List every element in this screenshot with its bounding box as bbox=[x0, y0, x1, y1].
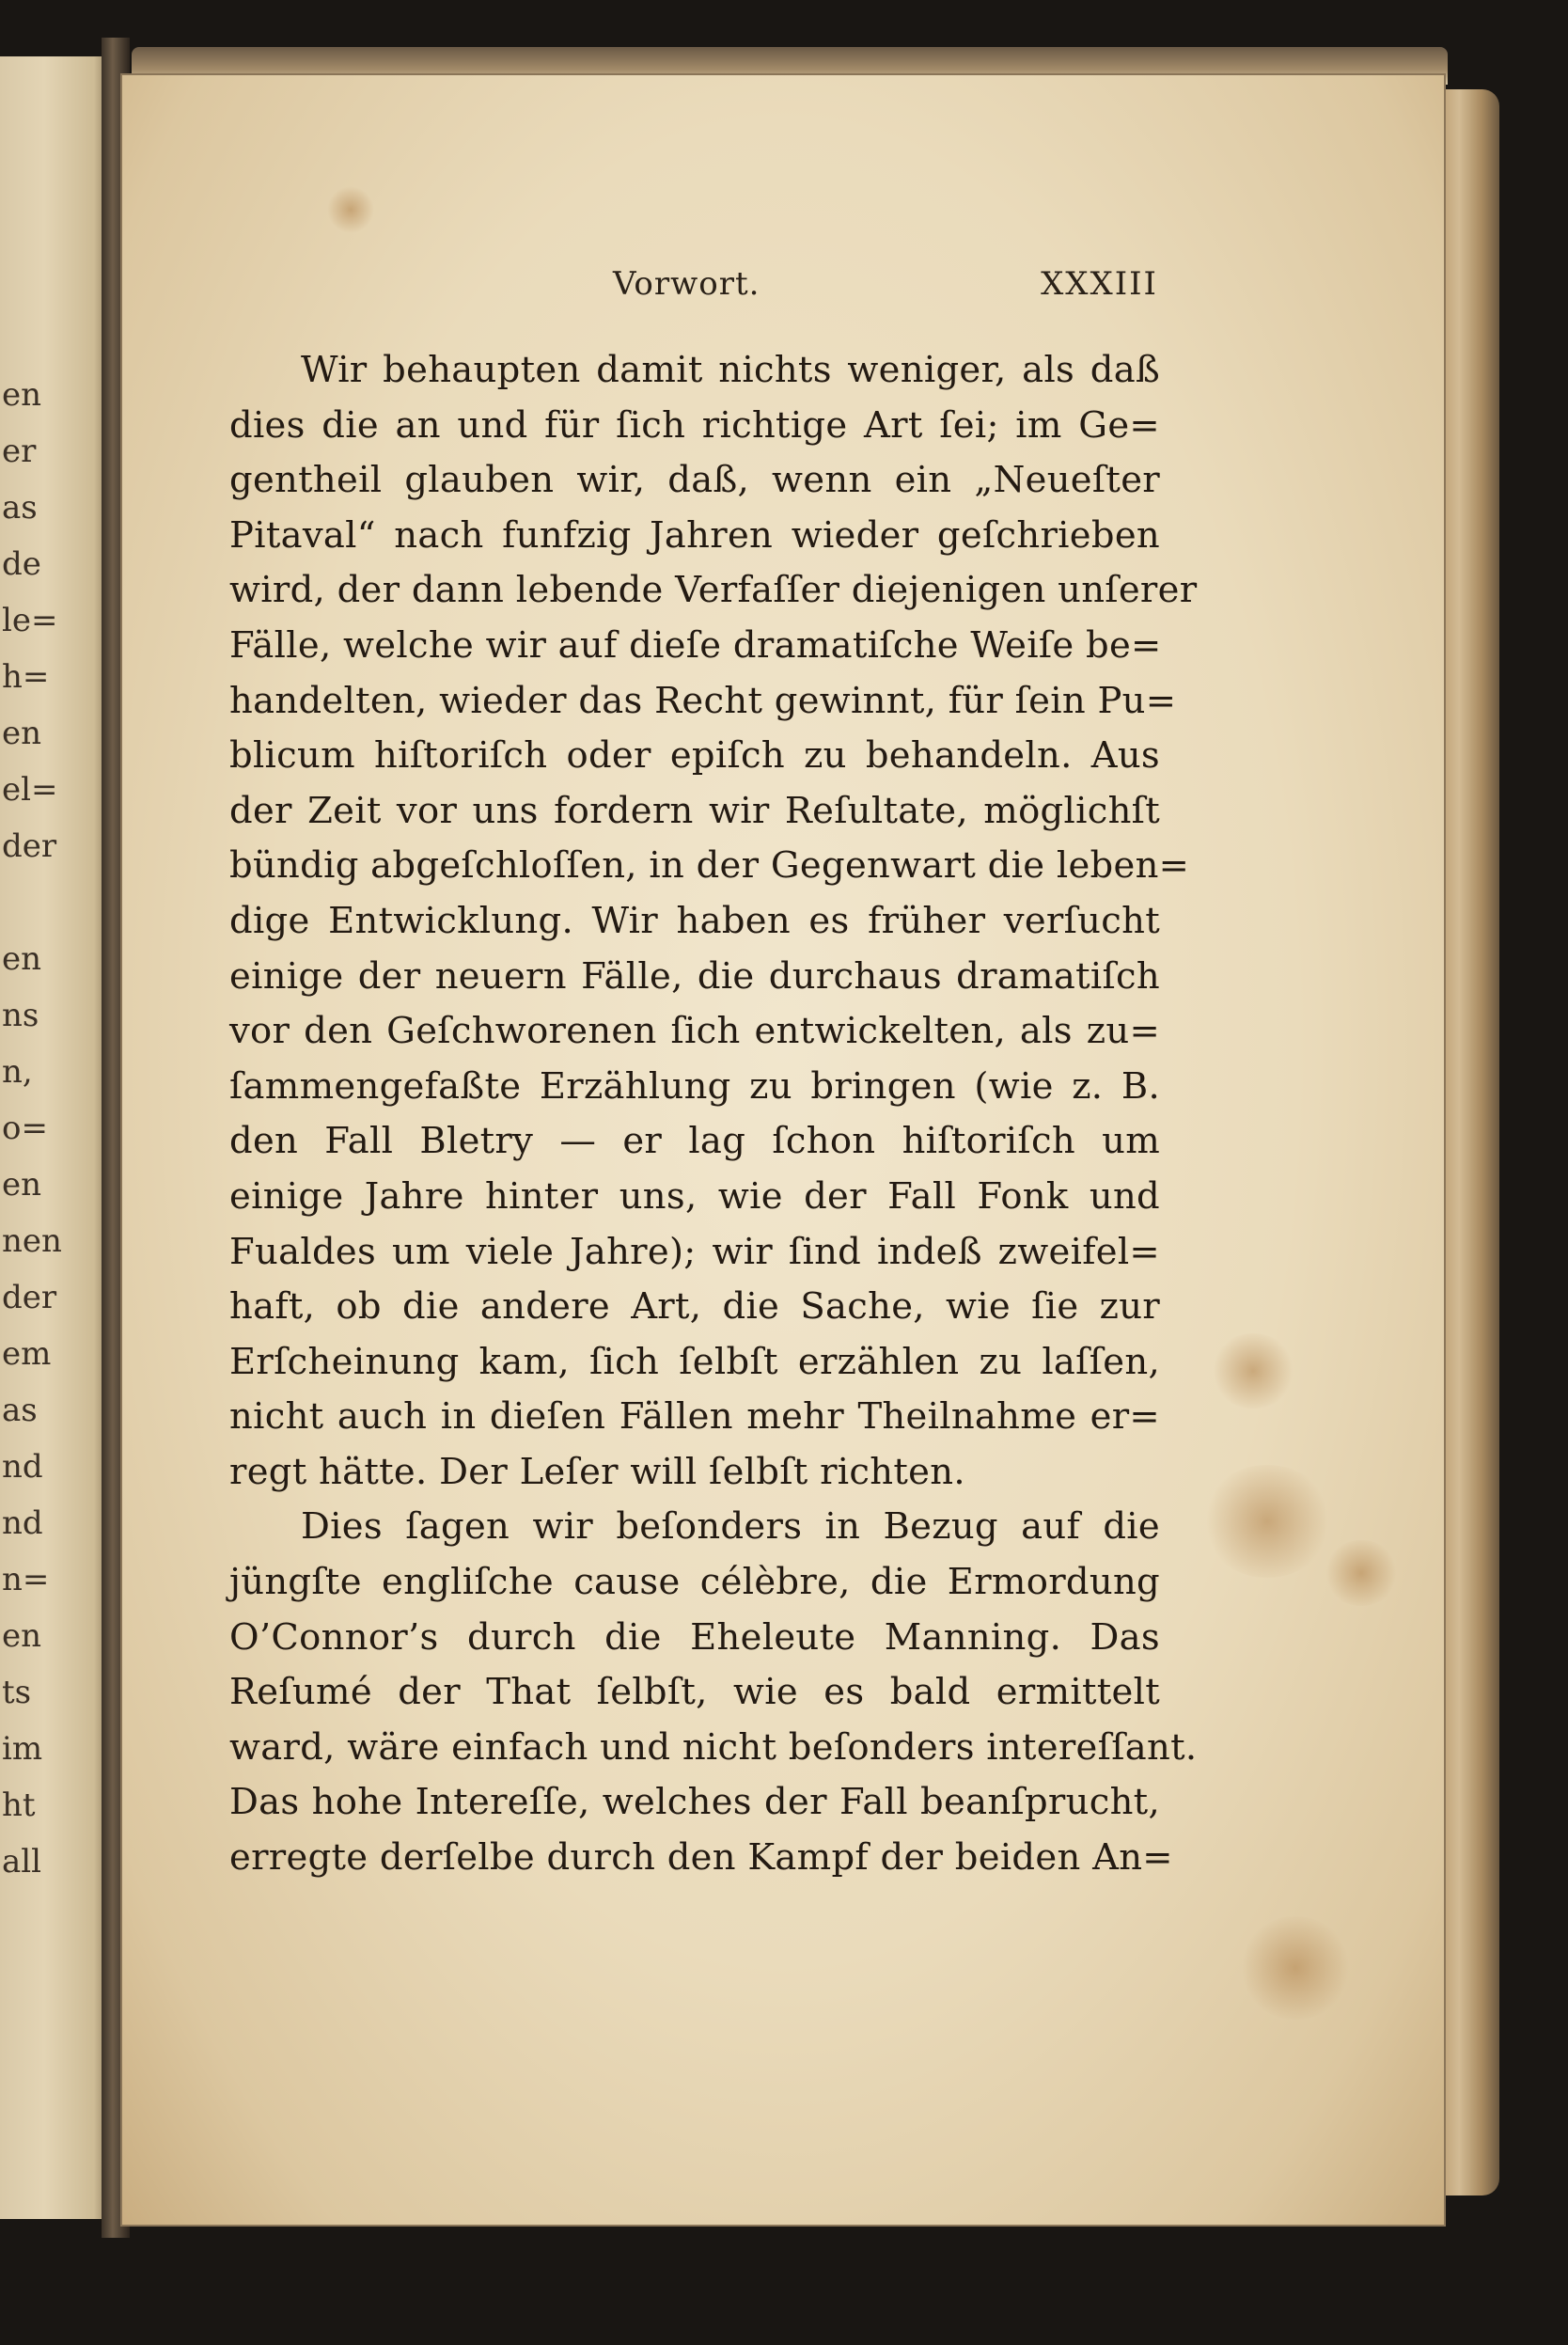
left-facing-page bbox=[0, 56, 111, 2219]
left-page-fragment: ht bbox=[2, 1786, 36, 1824]
text-line: den Fall Bletry — er lag ſchon hiſtoriſch um bbox=[229, 1120, 1160, 1163]
left-page-fragment: ts bbox=[2, 1674, 32, 1711]
text-line: O’Connor’s durch die Eheleute Manning. Das bbox=[229, 1615, 1160, 1659]
left-page-fragment: all bbox=[2, 1843, 42, 1881]
text-line: dige Entwicklung. Wir haben es früher verſucht bbox=[229, 899, 1160, 942]
text-line: Erſcheinung kam, ſich ſelbſt erzählen zu laſſen, bbox=[229, 1340, 1160, 1383]
left-page-fragment: er bbox=[2, 433, 37, 470]
foxing-stain bbox=[1201, 1465, 1333, 1578]
left-page-fragment: as bbox=[2, 489, 38, 527]
left-page-fragment: en bbox=[2, 376, 42, 414]
text-line: handelten, wieder das Recht gewinnt, für ſein Pu= bbox=[229, 679, 1177, 722]
page-header bbox=[613, 265, 1158, 312]
text-line: der Zeit vor uns fordern wir Reſultate, möglichſt bbox=[229, 789, 1160, 832]
left-page-fragment: nd bbox=[2, 1448, 43, 1486]
left-page-fragment: em bbox=[2, 1335, 52, 1373]
paragraph-2 bbox=[229, 1500, 1198, 1885]
left-page-fragment: n, bbox=[2, 1053, 33, 1091]
left-page-fragment bbox=[2, 874, 58, 931]
left-page-fragment: as bbox=[2, 1392, 38, 1429]
text-line: Wir behaupten damit nichts weniger, als daß bbox=[301, 349, 1160, 391]
foxing-stain bbox=[1324, 1540, 1399, 1606]
text-line: dies die an und für ſich richtige Art ſei; im Ge= bbox=[229, 403, 1160, 447]
left-page-fragment: nen bbox=[2, 1222, 62, 1260]
text-line: wird, der dann lebende Verfaſſer diejenigen unſerer bbox=[229, 569, 1198, 612]
left-page-fragment: o= bbox=[2, 1110, 48, 1147]
text-line: vor den Geſchworenen ſich entwickelten, als zu= bbox=[229, 1010, 1160, 1053]
text-line: Das hohe Intereſſe, welches der Fall beanſprucht, bbox=[229, 1781, 1160, 1824]
left-page-fragment: der bbox=[2, 827, 57, 865]
left-page-fragment: en bbox=[2, 715, 42, 752]
left-page-fragment: le= bbox=[2, 602, 58, 639]
text-line: einige Jahre hinter uns, wie der Fall Fonk und bbox=[229, 1174, 1160, 1218]
text-line: ward, wäre einfach und nicht beſonders intereſſant. bbox=[229, 1725, 1198, 1769]
left-page-fragment: en bbox=[2, 940, 42, 978]
left-page-fragment: der bbox=[2, 1279, 57, 1316]
paragraph-1 bbox=[229, 343, 1198, 1500]
left-page-fragment: nd bbox=[2, 1504, 43, 1542]
left-page-fragment: en bbox=[2, 1166, 42, 1204]
text-line: regt hätte. Der Leſer will ſelbſt richten. bbox=[229, 1450, 965, 1493]
left-page-fragment: de bbox=[2, 545, 41, 583]
text-line: gentheil glauben wir, daß, wenn ein „Neueſter bbox=[229, 459, 1160, 502]
foxing-stain bbox=[1239, 1916, 1352, 2020]
left-page-text-fragments bbox=[2, 367, 62, 1890]
page-number: XXXIII bbox=[1041, 265, 1158, 303]
foxing-stain bbox=[1211, 1333, 1295, 1409]
text-line: jüngſte engliſche cause célèbre, die Ermordung bbox=[229, 1561, 1160, 1604]
left-page-fragment: ns bbox=[2, 997, 39, 1034]
text-line: einige der neuern Fälle, die durchaus dramatiſch bbox=[229, 954, 1160, 998]
text-line: Fälle, welche wir auf dieſe dramatiſche Weiſe be= bbox=[229, 623, 1162, 667]
text-line: Pitaval“ nach funfzig Jahren wieder geſchrieben bbox=[229, 513, 1160, 557]
text-line: bündig abgeſchloſſen, in der Gegenwart die leben= bbox=[229, 844, 1190, 888]
text-line: Reſumé der That ſelbſt, wie es bald ermittelt bbox=[229, 1671, 1160, 1714]
text-line: nicht auch in dieſen Fällen mehr Theilnahme er= bbox=[229, 1395, 1160, 1439]
left-page-fragment: im bbox=[2, 1730, 43, 1768]
text-line: Fualdes um viele Jahre); wir ſind indeß zweifel= bbox=[229, 1230, 1160, 1273]
text-line: erregte derſelbe durch den Kampf der beiden An= bbox=[229, 1836, 1173, 1880]
text-line: blicum hiſtoriſch oder epiſch zu behandeln. Aus bbox=[229, 734, 1160, 778]
running-title: Vorwort. bbox=[613, 265, 760, 303]
left-page-fragment: h= bbox=[2, 658, 50, 696]
left-page-fragment: n= bbox=[2, 1561, 50, 1598]
text-line: Dies ſagen wir beſonders in Bezug auf die bbox=[301, 1505, 1160, 1549]
text-line: haft, ob die andere Art, die Sache, wie ſie zur bbox=[229, 1285, 1160, 1329]
foxing-stain bbox=[327, 186, 374, 233]
body-text bbox=[229, 343, 1198, 1886]
left-page-fragment: el= bbox=[2, 771, 58, 809]
left-page-fragment: en bbox=[2, 1617, 42, 1655]
text-line: ſammengefaßte Erzählung zu bringen (wie z. B. bbox=[229, 1064, 1160, 1108]
